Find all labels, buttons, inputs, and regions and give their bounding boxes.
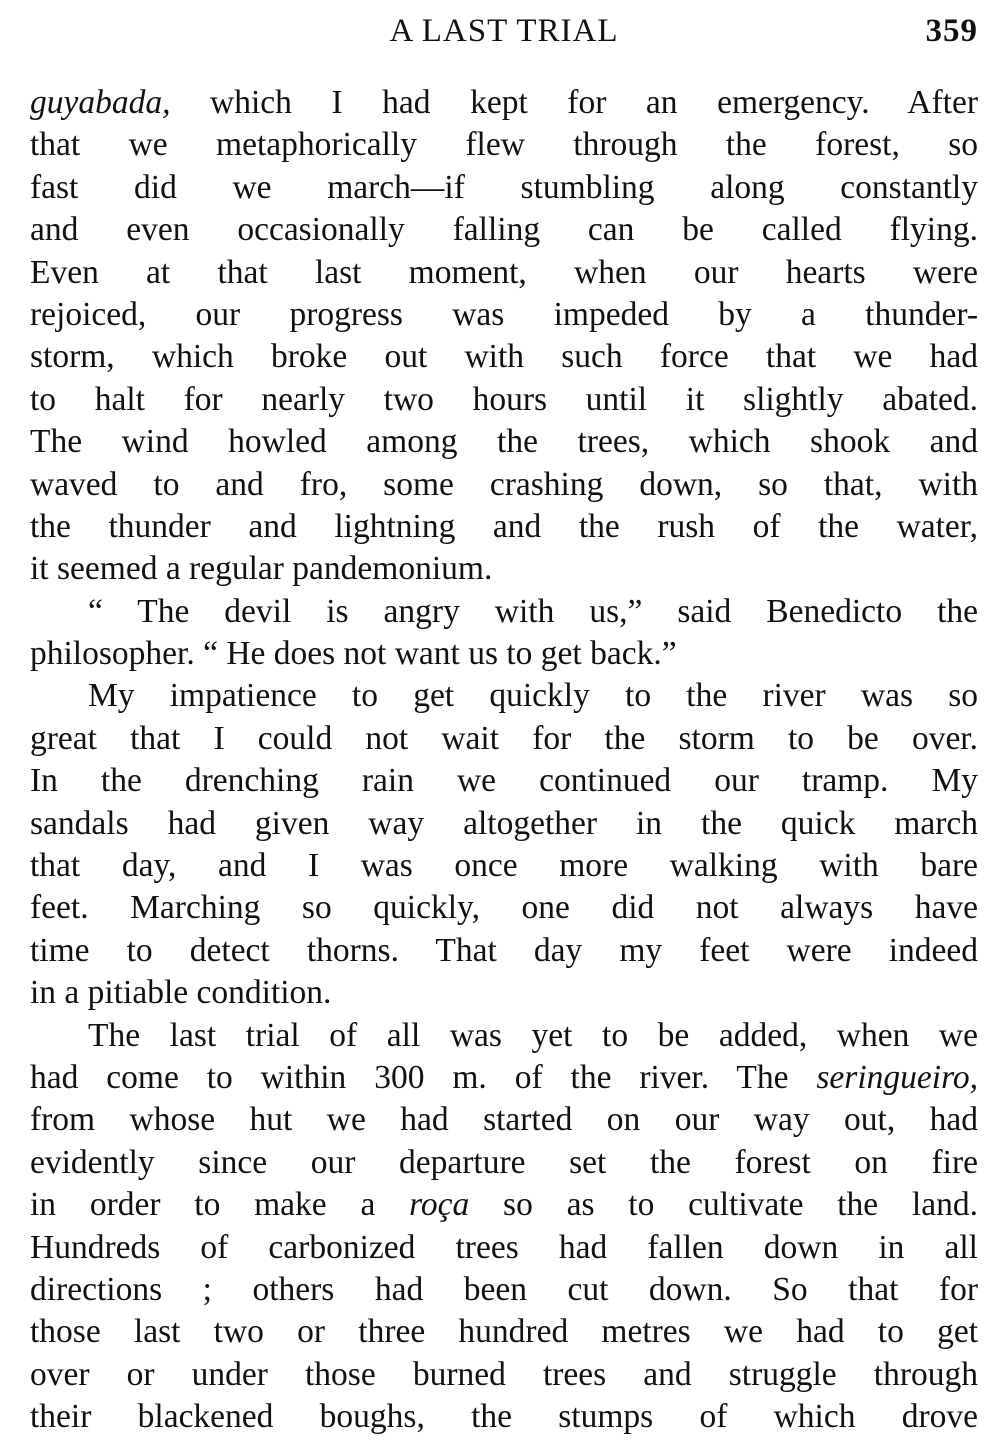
text-line — [30, 294, 978, 336]
text-line — [30, 421, 978, 463]
text-line — [30, 124, 978, 166]
text-run: The wind howled among the trees, which shook and — [30, 423, 978, 461]
text-run: over or under those burned trees and struggle through — [30, 1355, 978, 1393]
text-run: My impatience to get quickly to the river was so — [88, 677, 978, 715]
text-line — [30, 506, 978, 548]
paragraph — [30, 82, 978, 591]
text-line — [30, 1184, 978, 1226]
text-line — [30, 718, 978, 760]
text-run: in order to make a — [30, 1186, 410, 1224]
text-run: The last trial of all was yet to be added, when we — [88, 1016, 978, 1054]
text-line — [30, 1099, 978, 1141]
text-line — [30, 1396, 978, 1438]
paragraph — [30, 591, 978, 676]
text-line — [30, 930, 978, 972]
text-line — [30, 1015, 978, 1057]
text-run: in a pitiable condition. — [30, 974, 332, 1012]
text-run: time to detect thorns. That day my feet were indeed — [30, 931, 978, 969]
text-line — [30, 591, 978, 633]
text-run: that we metaphorically flew through the forest, so — [30, 126, 978, 164]
paragraph — [30, 675, 978, 1014]
text-run: philosopher. “ He does not want us to get back.” — [30, 635, 677, 673]
text-run: the thunder and lightning and the rush of the water, — [30, 507, 978, 545]
text-run: directions ; others had been cut down. So that for — [30, 1270, 978, 1308]
text-line — [30, 1142, 978, 1184]
text-line — [30, 252, 978, 294]
text-line — [30, 760, 978, 802]
text-line — [30, 167, 978, 209]
text-run: waved to and fro, some crashing down, so that, with — [30, 465, 978, 503]
italic-text: roça — [409, 1186, 470, 1224]
text-line — [30, 972, 978, 1014]
text-line — [30, 887, 978, 929]
text-line — [30, 209, 978, 251]
text-run: which I had kept for an emergency. After — [170, 84, 978, 121]
text-run: from whose hut we had started on our way out, had — [30, 1101, 978, 1139]
paragraph — [30, 1015, 978, 1439]
book-page — [30, 8, 978, 1438]
running-head — [30, 8, 978, 54]
text-line — [30, 548, 978, 590]
text-line — [30, 464, 978, 506]
italic-text: seringueiro, — [816, 1058, 978, 1096]
text-run: it seemed a regular pandemonium. — [30, 550, 493, 588]
text-run: feet. Marching so quickly, one did not always have — [30, 889, 978, 927]
text-run: and even occasionally falling can be called flying. — [30, 211, 978, 249]
text-run: their blackened boughs, the stumps of which drove — [30, 1398, 978, 1436]
italic-text: guyabada, — [30, 84, 171, 121]
text-run: storm, which broke out with such force that we had — [30, 338, 978, 376]
text-run: “ The devil is angry with us,” said Benedicto the — [88, 592, 978, 630]
text-line — [30, 1269, 978, 1311]
text-line — [30, 803, 978, 845]
text-run: Hundreds of carbonized trees had fallen down in all — [30, 1228, 978, 1266]
text-run: In the drenching rain we continued our tramp. My — [30, 762, 978, 800]
text-run: rejoiced, our progress was impeded by a thunder- — [30, 295, 978, 333]
text-line — [30, 1354, 978, 1396]
text-run: evidently since our departure set the forest on fire — [30, 1143, 978, 1181]
text-line — [30, 379, 978, 421]
text-line — [30, 1057, 978, 1099]
text-run: sandals had given way altogether in the quick march — [30, 804, 978, 842]
text-run: had come to within 300 m. of the river. The — [30, 1058, 817, 1096]
text-run: fast did we march—if stumbling along constantly — [30, 168, 978, 206]
chapter-title: A LAST TRIAL — [389, 13, 619, 49]
page-number: 359 — [925, 13, 978, 49]
body-text — [30, 82, 978, 1439]
text-line — [30, 82, 978, 124]
text-run: those last two or three hundred metres we had to get — [30, 1313, 978, 1351]
text-run: Even at that last moment, when our hearts were — [30, 253, 978, 291]
text-line — [30, 1311, 978, 1353]
text-run: that day, and I was once more walking with bare — [30, 847, 978, 885]
text-run: to halt for nearly two hours until it slightly abated. — [30, 380, 978, 418]
text-line — [30, 675, 978, 717]
text-line — [30, 1227, 978, 1269]
text-line — [30, 845, 978, 887]
text-line — [30, 633, 978, 675]
text-run: so as to cultivate the land. — [469, 1186, 978, 1224]
text-line — [30, 336, 978, 378]
text-run: great that I could not wait for the storm to be over. — [30, 719, 978, 757]
